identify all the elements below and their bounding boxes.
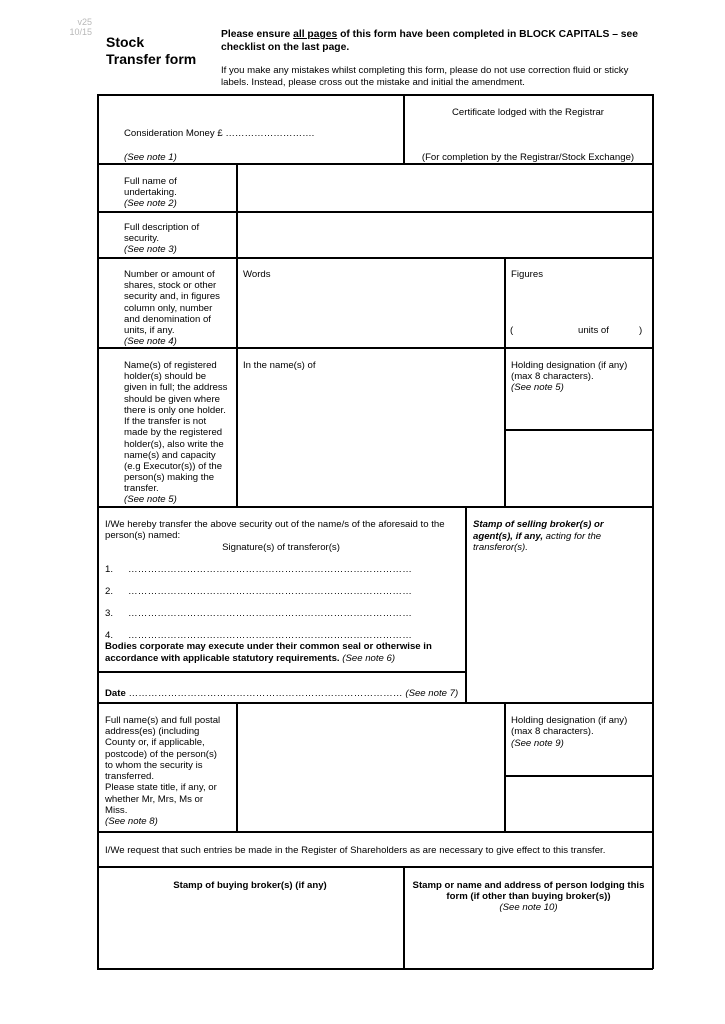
certificate-label: Certificate lodged with the Registrar <box>452 107 604 118</box>
signature-number-2: 2. <box>105 586 114 597</box>
holding-designation-note: (See note 5) <box>511 382 564 393</box>
date-row[interactable] <box>105 688 465 699</box>
stamp-lodging-note: (See note 10) <box>499 902 558 913</box>
security-description-note: (See note 3) <box>124 244 177 255</box>
stamp-buying-area[interactable] <box>99 896 401 966</box>
date-note: (See note 7) <box>405 688 459 699</box>
register-request-statement: I/We request that such entries be made in the Register of Shareholders as are necessary to give effect to this transfer. <box>105 845 606 856</box>
ensure-underlined: all pages <box>293 29 338 40</box>
stamp-lodging-label: Stamp or name and address of person lodging this form (if other than buying broker(s)) <box>412 880 645 903</box>
transferee-holding-input[interactable] <box>506 777 651 830</box>
stamp-selling-area[interactable] <box>467 560 651 701</box>
undertaking-note: (See note 2) <box>124 198 177 209</box>
date-label: Date <box>105 688 126 699</box>
signatures-label: Signature(s) of transferor(s) <box>222 542 340 553</box>
ensure-pre: Please ensure <box>221 29 294 40</box>
amount-figures-input[interactable] <box>506 282 651 320</box>
holding-designation-label: Holding designation (if any) (max 8 characters). <box>511 360 628 383</box>
undertaking-label: Full name of undertaking. <box>124 176 177 199</box>
units-of-label: units of <box>578 325 609 336</box>
transferee-holding-note: (See note 9) <box>511 738 564 749</box>
units-open-paren: ( <box>510 325 514 336</box>
transferee-input[interactable] <box>238 704 503 830</box>
signature-line-4[interactable]: …………………………………………………………………………… <box>128 630 413 641</box>
undertaking-input[interactable] <box>238 165 651 210</box>
signature-line-3[interactable]: …………………………………………………………………………… <box>128 608 413 619</box>
transferee-holding-label: Holding designation (if any) (max 8 characters). <box>511 715 628 738</box>
registered-names-input[interactable] <box>238 373 503 504</box>
signature-line-2[interactable]: …………………………………………………………………………… <box>128 586 413 597</box>
amount-words-label: Words <box>243 269 271 280</box>
transferee-note: (See note 8) <box>105 816 158 827</box>
version-number: v25 <box>77 17 92 27</box>
version-date: 10/15 <box>69 27 92 38</box>
amount-words-input[interactable] <box>238 282 503 345</box>
transfer-statement: I/We hereby transfer the above security out of the name/s of the aforesaid to the person(s) named: <box>105 519 445 542</box>
certificate-completion-note: (For completion by the Registrar/Stock Exchange) <box>421 152 635 163</box>
ensure-post: of this form have been completed in BLOCK CAPITALS – see checklist on the last page. <box>221 29 638 54</box>
security-description-label: Full description of security. <box>124 222 200 245</box>
date-line[interactable]: ………………………………………………………………………… <box>128 688 403 699</box>
bodies-corporate-notice <box>105 641 461 664</box>
mistakes-instruction: If you make any mistakes whilst completing this form, please do not use correction fluid or sticky labels. Instead, please cross out the mistake and initial the amendment. <box>221 65 629 88</box>
stamp-selling-rest: acting for the transferor(s). <box>473 530 602 553</box>
units-close-paren: ) <box>639 325 643 336</box>
signature-number-4: 4. <box>105 630 114 641</box>
stamp-buying-broker-label: Stamp of buying broker(s) (if any) <box>173 880 327 891</box>
bodies-corporate-text: Bodies corporate may execute under their common seal or otherwise in accordance with applicable statutory requirements. <box>105 641 432 664</box>
transferee-label: Full name(s) and full postal address(es) (including County or, if applicable, postcode) of the person(s) to whom the security is transferred. Please state title, if any, or whether Mr, Mrs, Ms or Miss. <box>105 715 221 816</box>
consideration-money-field[interactable]: Consideration Money £ ………………………. <box>124 128 315 139</box>
amount-figures-label: Figures <box>511 269 543 280</box>
security-description-input[interactable] <box>238 213 651 256</box>
stamp-selling-broker <box>473 519 643 554</box>
form-title: Stock Transfer form <box>106 34 197 67</box>
signature-line-1[interactable]: …………………………………………………………………………… <box>128 564 413 575</box>
version-marker <box>52 17 92 38</box>
in-names-of-label: In the name(s) of <box>243 360 316 371</box>
signature-number-1: 1. <box>105 564 114 575</box>
holding-designation-input[interactable] <box>506 431 651 505</box>
amount-label: Number or amount of shares, stock or other security and, in figures column only, number and denomination of units, if any. <box>124 269 220 337</box>
stamp-lodging-area[interactable] <box>405 916 650 966</box>
amount-note: (See note 4) <box>124 336 177 347</box>
registered-holder-note: (See note 5) <box>124 494 177 505</box>
stamp-selling-bold: Stamp of selling broker(s) or agent(s), if any, <box>473 519 604 542</box>
consideration-note: (See note 1) <box>124 152 177 163</box>
registered-holder-label: Name(s) of registered holder(s) should be given in full; the address should be given where there is only one holder. If the transfer is not made by the registered holder(s), also write the name(s) and capacity (e.g Executor(s)) of the person(s) making the transfer. <box>124 360 228 495</box>
ensure-instruction <box>221 28 651 54</box>
bodies-corporate-note: (See note 6) <box>342 652 396 664</box>
signature-number-3: 3. <box>105 608 114 619</box>
